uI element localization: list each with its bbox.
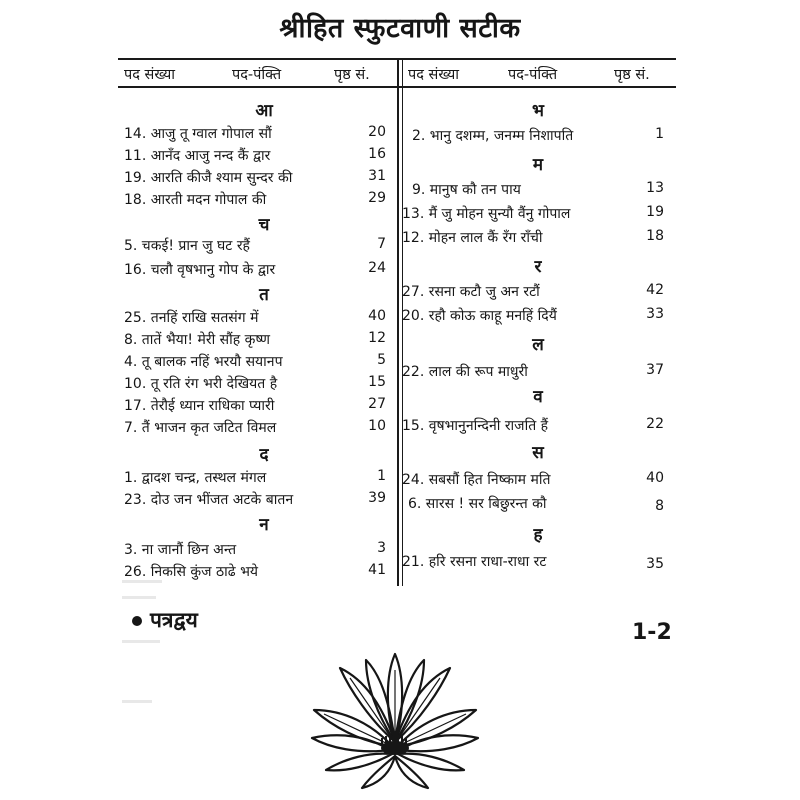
- section-letter: ल: [532, 335, 544, 355]
- page-number: 31: [368, 168, 386, 184]
- page-number: 3: [377, 540, 386, 556]
- bullet-icon: [132, 616, 142, 626]
- page-number: 12: [368, 330, 386, 346]
- index-entry: 20. रहौ कोऊ काहू मनहिं दियैं: [402, 308, 557, 324]
- index-entry: 3. ना जानौं छिन अन्त: [124, 542, 237, 558]
- page-number: 37: [646, 362, 664, 378]
- index-entry: 11. आनँद आजु नन्द कैं द्वार: [124, 148, 271, 164]
- index-entry: 13. मैं जु मोहन सुन्यौ वैंनु गोपाल: [402, 206, 571, 222]
- index-entry: 17. तेरौई ध्यान राधिका प्यारी: [124, 398, 275, 414]
- column-divider: [397, 58, 399, 586]
- page-number: 18: [646, 228, 664, 244]
- show-through-mark: [122, 580, 162, 583]
- index-entry: 21. हरि रसना राधा-राधा रट: [402, 554, 547, 570]
- page-number: 8: [655, 498, 664, 514]
- page-number: 15: [368, 374, 386, 390]
- index-entry: 10. तू रति रंग भरी देखियत है: [124, 376, 278, 392]
- index-entry: 24. सबसौं हित निष्काम मति: [402, 472, 551, 488]
- page-number: 40: [646, 470, 664, 486]
- header-left-pad-pankti: पद-पंक्ति: [232, 67, 282, 83]
- index-entry: 15. वृषभानुनन्दिनी राजति हैं: [402, 418, 549, 434]
- index-entry: 18. आरती मदन गोपाल की: [124, 192, 267, 208]
- section-heading-text: पत्रद्वय: [150, 608, 198, 632]
- header-right-pad-sankhya: पद संख्या: [408, 67, 459, 83]
- show-through-mark: [122, 596, 156, 599]
- page-number: 22: [646, 416, 664, 432]
- lotus-icon: [310, 650, 480, 790]
- page-number: 33: [646, 306, 664, 322]
- index-entry: 1. द्वादश चन्द्र, तस्थल मंगल: [124, 470, 267, 486]
- index-entry: 6. सारस ! सर बिछुरन्त कौ: [408, 496, 547, 512]
- page-number: 7: [377, 236, 386, 252]
- page-number: 40: [368, 308, 386, 324]
- index-entry: 19. आरति कीजै श्याम सुन्दर की: [124, 170, 293, 186]
- header-left-pad-sankhya: पद संख्या: [124, 67, 175, 83]
- page-number: 41: [368, 562, 386, 578]
- header-left-prishth: पृष्ठ सं.: [334, 67, 370, 83]
- page-number: 35: [646, 556, 664, 572]
- section-letter: च: [258, 215, 270, 235]
- header-right-prishth: पृष्ठ सं.: [614, 67, 650, 83]
- page-number: 13: [646, 180, 664, 196]
- show-through-mark: [122, 640, 160, 643]
- page-number: 20: [368, 124, 386, 140]
- page-range: 1-2: [632, 620, 672, 645]
- index-entry: 16. चलौ वृषभानु गोप के द्वार: [124, 262, 276, 278]
- index-entry: 9. मानुष कौ तन पाय: [412, 182, 521, 198]
- index-entry: 2. भानु दशम्म, जनम्म निशापति: [412, 128, 574, 144]
- section-letter: न: [259, 515, 269, 535]
- section-letter: आ: [255, 101, 273, 121]
- index-entry: 5. चकई! प्रान जु घट रहैं: [124, 238, 250, 254]
- page-number: 10: [368, 418, 386, 434]
- header-right-pad-pankti: पद-पंक्ति: [508, 67, 558, 83]
- section-letter: ह: [533, 525, 543, 545]
- section-letter: भ: [532, 101, 544, 121]
- page-number: 29: [368, 190, 386, 206]
- index-entry: 7. तैं भाजन कृत जटित विमल: [124, 420, 277, 436]
- page-number: 1: [655, 126, 664, 142]
- page-number: 16: [368, 146, 386, 162]
- page-number: 24: [368, 260, 386, 276]
- index-entry: 23. दोउ जन भींजत अटके बातन: [124, 492, 294, 508]
- section-letter: व: [533, 387, 543, 407]
- page-number: 1: [377, 468, 386, 484]
- show-through-mark: [122, 700, 152, 703]
- page-number: 39: [368, 490, 386, 506]
- section-heading: [132, 606, 198, 634]
- section-letter: स: [532, 443, 544, 463]
- index-entry: 26. निकसि कुंज ठाढे भये: [124, 564, 259, 580]
- index-entry: 25. तनहिं राखि सतसंग में: [124, 310, 259, 326]
- index-entry: 14. आजु तू ग्वाल गोपाल सौं: [124, 126, 272, 142]
- page-number: 5: [377, 352, 386, 368]
- index-entry: 4. तू बालक नहिं भरयौ सयानप: [124, 354, 283, 370]
- index-entry: 22. लाल की रूप माधुरी: [402, 364, 528, 380]
- index-entry: 27. रसना कटौ जु अन रटौं: [402, 284, 540, 300]
- section-letter: द: [259, 445, 269, 465]
- index-entry: 8. तातें भैया! मेरी सौंह कृष्ण: [124, 332, 271, 348]
- section-letter: र: [534, 257, 542, 277]
- page-number: 27: [368, 396, 386, 412]
- page-title: श्रीहित स्फुटवाणी सटीक: [279, 13, 521, 44]
- page-number: 42: [646, 282, 664, 298]
- section-letter: म: [532, 155, 544, 175]
- page-number: 19: [646, 204, 664, 220]
- section-letter: त: [259, 285, 269, 305]
- index-entry: 12. मोहन लाल कैं रँग राँची: [402, 230, 543, 246]
